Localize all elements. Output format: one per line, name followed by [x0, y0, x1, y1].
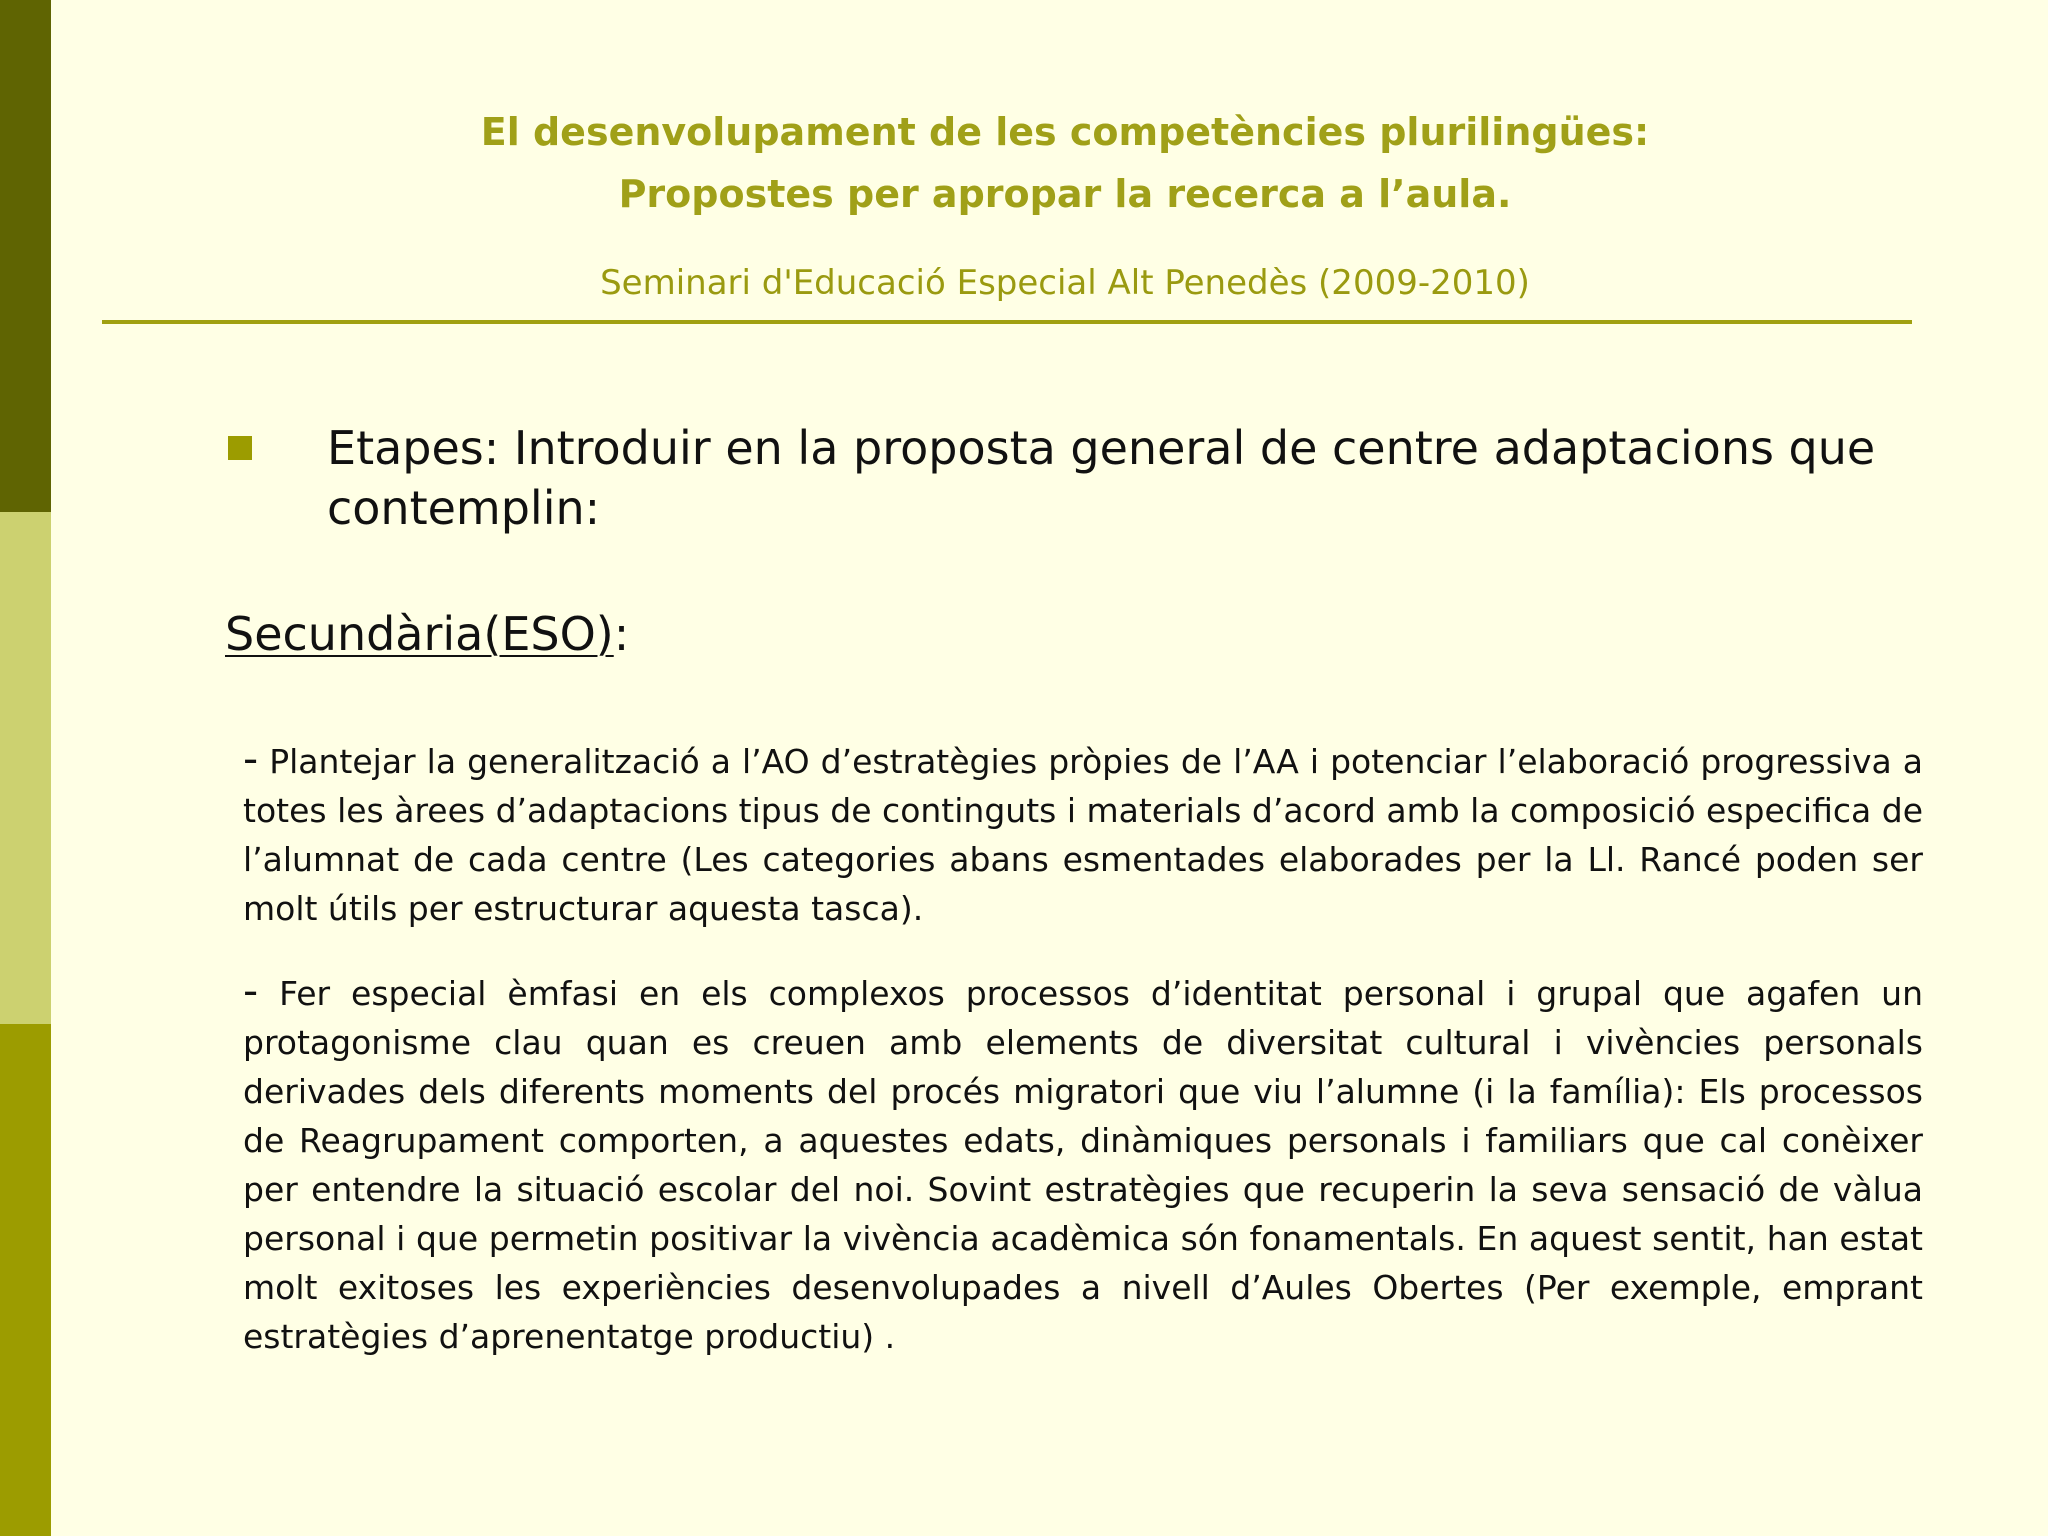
section-heading: [225, 604, 629, 664]
section-heading-label: Secundària(ESO): [225, 607, 614, 661]
paragraph-1: [243, 734, 1923, 933]
sidebar-band-middle: [0, 512, 51, 1024]
sidebar-band-top: [0, 0, 51, 512]
slide-title-line-1: El desenvolupament de les competències plurilingües:: [480, 110, 1650, 154]
slide-title-line-2: Propostes per apropar la recerca a l’aula.: [618, 172, 1512, 216]
paragraph-1-dash: -: [243, 734, 259, 783]
paragraph-2-dash: -: [243, 966, 259, 1015]
sidebar-band-bottom: [0, 1024, 51, 1536]
paragraph-2: [243, 966, 1923, 1361]
paragraph-1-text: Plantejar la generalització a l’AO d’estratègies pròpies de l’AA i potenciar l’elaboració progressiva a totes les àrees d’adaptacions tipus de continguts i materials d’acord amb la composició especifica de l’alumnat de cada centre (Les categories abans esmentades elaborades per la Ll. Rancé poden ser molt útils per estructurar aquesta tasca).: [243, 742, 1923, 928]
section-heading-colon: :: [613, 607, 630, 661]
bullet-square-icon: [228, 436, 252, 460]
bullet-text: Etapes: Introduir en la proposta general de centre adaptacions que contemplin:: [327, 421, 1876, 535]
slide-subtitle: Seminari d'Educació Especial Alt Penedès (2009-2010): [600, 263, 1530, 303]
header-divider: [102, 320, 1912, 324]
paragraph-2-text: Fer especial èmfasi en els complexos processos d’identitat personal i grupal que agafen un protagonisme clau quan es creuen amb elements de diversitat cultural i vivències personals derivades dels diferents moments del procés migratori que viu l’alumne (i la família): Els processos de Reagrupament comporten, a aquestes edats, dinàmiques personals i familiars que cal conèixer per entendre la situació escolar del noi. Sovint estratègies que recuperin la seva sensació de vàlua personal i que permetin positivar la vivència acadèmica són fonamentals. En aquest sentit, han estat molt exitoses les experiències desenvolupades a nivell d’Aules Obertes (Per exemple, emprant estratègies d’aprenentatge productiu) .: [243, 974, 1923, 1356]
